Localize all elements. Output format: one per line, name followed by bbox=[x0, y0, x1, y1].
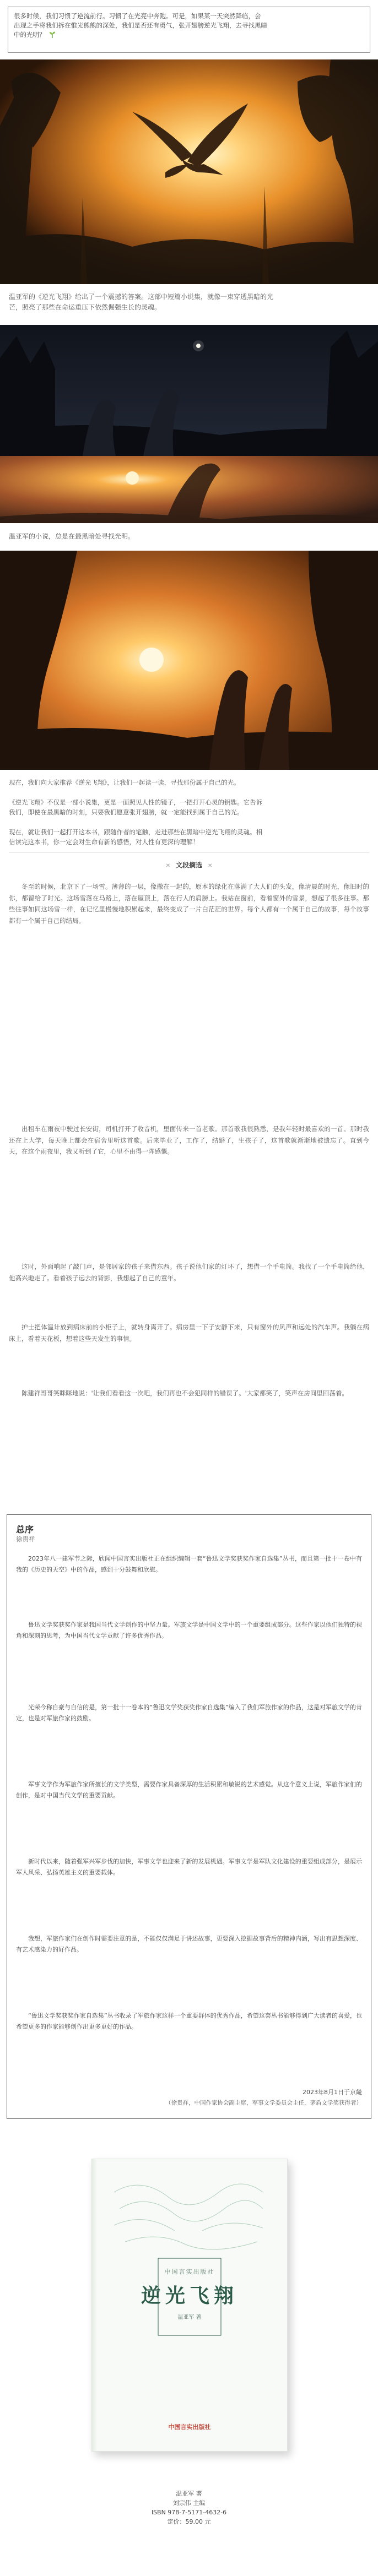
intro-line-1: 很多时候，我们习惯了逆流前行。习惯了在光亮中奔跑。可是，如果某一天突然降临，会 bbox=[14, 12, 261, 20]
book-author: 温亚军 著 bbox=[177, 2314, 202, 2320]
hero-photo-bird bbox=[0, 59, 378, 284]
photo-hand-sunset bbox=[0, 456, 378, 523]
excerpt-paragraph-5: 陈建祥哥哥笑眯眯地说：'让我们看看这一次吧，我们再也不会犯同样的错误了。'大家都笑了，笑声在房间里回荡着。 bbox=[21, 1389, 348, 1397]
recommend-line-4: 现在，就让我们一起打开这本书，跟随作者的笔触，走进那些在黑暗中逆光飞翔的灵魂。相 bbox=[9, 828, 262, 836]
section-divider bbox=[9, 848, 369, 856]
section-title-label: 文段摘选 bbox=[175, 861, 202, 869]
intro-after-photo-1 bbox=[9, 292, 369, 313]
intro-after-line-1: 温亚军的《逆光飞翔》给出了一个震撼的答案。这部中短篇小说集，就像一束穿透黑暗的光 bbox=[9, 293, 274, 301]
preface-box bbox=[7, 1514, 371, 2119]
excerpt-paragraph-3: 这时，外面响起了敲门声，是邻居家的孩子来借东西。孩子说他们家的灯坏了，想借一个手电筒。我找了一个手电筒给他，他高兴地走了。看着孩子远去的背影，我想起了自己的童年。 bbox=[9, 1263, 369, 1282]
photo-hands-moon bbox=[0, 325, 378, 456]
intro-box bbox=[8, 7, 370, 53]
intro-line-2 bbox=[14, 21, 364, 30]
preface-paragraph-2: 鲁迅文学奖获奖作家是我国当代文学创作的中坚力量。军旅文学是中国文学中的一个重要组成部分。这些作家以他们独特的视角和深刻的思考，为中国当代文学贡献了许多优秀作品。 bbox=[16, 1621, 362, 1639]
book-title: 逆光飞翔 bbox=[141, 2284, 238, 2307]
book-info bbox=[0, 2489, 378, 2526]
book-area bbox=[0, 2126, 378, 2576]
recommend-line-2: 《逆光飞翔》不仅是一部小说集，更是一面照见人性的镜子，一把打开心灵的钥匙。它告诉 bbox=[9, 798, 262, 806]
excerpt-paragraph-2: 出租车在雨夜中驶过长安街，司机打开了收音机，里面传来一首老歌。那首歌我很熟悉，是我年轻时最喜欢的一首。那时我还在上大学，每天晚上都会在宿舍里听这首歌。后来毕业了，工作了，结婚了，生孩子了，这首歌就渐渐地被遗忘了。直到今天，在这个雨夜里，我又听到了它，心里不由得一阵感慨。 bbox=[9, 1125, 369, 1155]
preface-paragraph-7: “鲁迅文学奖获奖作家自选集”丛书收录了军旅作家这样一个重要群体的优秀作品，希望这套丛书能够得到广大读者的喜爱，也希望更多的作家能够创作出更多更好的作品。 bbox=[16, 2012, 362, 2030]
book-press: 中国言实出版社 bbox=[168, 2423, 211, 2431]
photo-silhouettes-sunset bbox=[0, 551, 378, 770]
section-title bbox=[0, 860, 378, 869]
preface-paragraph-6: 我想，军旅作家们在创作时需要注意的是，不能仅仅满足于讲述故事，更要深入挖掘故事背后的精神内涵，写出有思想深度、有艺术感染力的好作品。 bbox=[16, 1935, 362, 1953]
sprout-icon bbox=[48, 31, 57, 38]
hands-moon-image bbox=[0, 325, 378, 456]
star-icon: ✕ bbox=[208, 863, 213, 869]
caption-between-photos: 温亚军的小说，总是在最黑暗处寻找光明。 bbox=[9, 532, 135, 540]
preface-author: 徐贵祥 bbox=[16, 1535, 35, 1543]
excerpt-paragraph-4: 护士把体温计放到病床前的小柜子上，就转身离开了。病房里一下子安静下来，只有窗外的风声和远处的汽车声。我躺在病床上，看着天花板，想着这些天发生的事情。 bbox=[9, 1323, 369, 1343]
preface-paragraph-4: 军事文学作为军旅作家所擅长的文学类型，需要作家具备深厚的生活积累和敏锐的艺术感觉。从这个意义上说，军旅作家们的创作，是对中国当代文学的重要贡献。 bbox=[16, 1781, 362, 1799]
star-icon: ✕ bbox=[165, 863, 170, 869]
book-cover bbox=[91, 2159, 288, 2452]
preface-title: 总序 bbox=[16, 1524, 34, 1535]
preface-paragraph-1: 2023年八一建军节之际，欣闻中国言实出版社正在组织编辑一套“鲁迅文学奖获奖作家自选集”丛书，而且第一批十一卷中有我的《历史的天空》中的作品，感到十分鼓舞和欣慰。 bbox=[16, 1555, 362, 1573]
intro-line-3 bbox=[14, 30, 364, 40]
intro-line-2-text: 出现之手将我们拆在惟光熊熊的深处，我们是否还有勇气，张开翅膀逆光飞翔，去寻找黑暗 bbox=[14, 21, 267, 29]
preface-note: （徐贵祥，中国作家协会副主席，军事文学委员会主任，茅盾文学奖获得者） bbox=[165, 2100, 362, 2106]
book-info-line-4: 定价：59.00 元 bbox=[167, 2518, 211, 2525]
preface-paragraph-3: 光荣今称自豪与自信的是，第一批十一卷本的“鲁迅文学奖获奖作家自选集”编入了我们军旅作家的作品，这是对军旅文学的肯定，也是对军旅作家的鼓励。 bbox=[16, 1704, 362, 1722]
book-info-line-1: 温亚军 著 bbox=[176, 2490, 202, 2497]
recommend-line-3: 我们，即使在最黑暗的时刻，只要我们愿意张开翅膀，就一定能找到属于自己的光。 bbox=[9, 808, 244, 816]
recommend-paragraph bbox=[9, 778, 369, 847]
book-series: 中国言实出版社 bbox=[164, 2268, 215, 2275]
book-info-line-3: ISBN 978-7-5171-4632-6 bbox=[151, 2509, 227, 2516]
recommend-line-1: 现在，我们向大家推荐《逆光飞翔》，让我们一起读一读，寻找那份属于自己的光。 bbox=[9, 779, 240, 786]
preface-paragraph-5: 新时代以来，随着强军兴军步伐的加快，军事文学也迎来了新的发展机遇。军事文学是军队文化建设的重要组成部分，是展示军人风采、弘扬英雄主义的重要载体。 bbox=[16, 1858, 362, 1876]
preface-date: 2023年8月1日于京畿 bbox=[303, 2089, 362, 2096]
intro-after-line-2: 芒，照亮了那些在命运重压下依然倔强生长的灵魂。 bbox=[9, 303, 161, 311]
excerpt-paragraph-1: 冬至的时候，北京下了一场雪。薄薄的一层，像撒在一起的，原本的绿化在落满了大人们的头发，像清晨的时光，像旧时的你，都留给了时光。这场雪落在马路上，落在屋顶上，落在行人的肩膀上。我站在窗前，看着窗外的雪景，想起了很多往事。那些往事如同这场雪一样，在记忆里慢慢地积累起来，最终变成了一片白茫茫的世界。每个人都有一个属于自己的故事，每个故事都有一个属于自己的结局。 bbox=[9, 883, 369, 925]
book-info-line-2: 刘宗伟 主编 bbox=[172, 2499, 206, 2507]
hand-sunset-image bbox=[0, 456, 378, 523]
bird-sunset-image bbox=[0, 59, 378, 284]
recommend-line-5: 信读完这本书，你一定会对生命有新的感悟，对人性有更深的理解！ bbox=[9, 838, 199, 846]
silhouettes-sunset-image bbox=[0, 551, 378, 770]
intro-line-3-text: 中的光明？ bbox=[14, 31, 46, 39]
